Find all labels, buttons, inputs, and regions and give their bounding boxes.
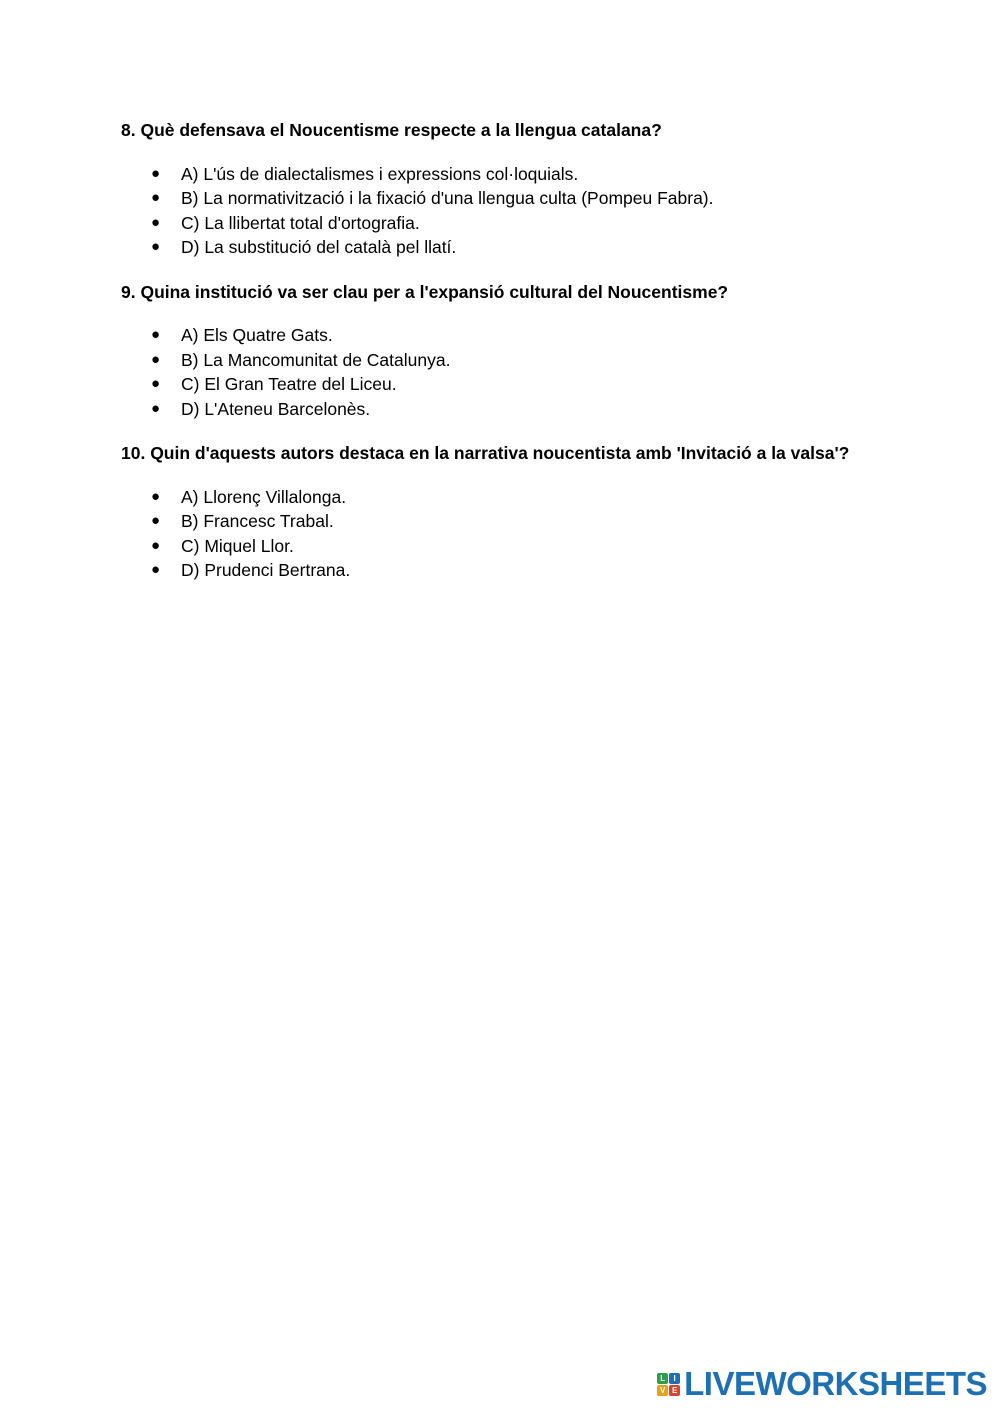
option-item xyxy=(121,534,851,559)
option-item xyxy=(121,348,851,373)
logo-mark-cell: V xyxy=(657,1385,668,1396)
question-9-text: 9. Quina institució va ser clau per a l'expansió cultural del Noucentisme? xyxy=(121,281,729,302)
option-text: D) La substitució del català pel llatí. xyxy=(181,237,457,257)
bullet-icon: ● xyxy=(151,189,161,206)
bullet-icon: ● xyxy=(151,399,161,417)
option-text: A) Els Quatre Gats. xyxy=(181,325,333,345)
question-block xyxy=(121,441,851,583)
question-8-options xyxy=(121,162,851,260)
bullet-icon: ● xyxy=(151,164,161,182)
option-item xyxy=(121,485,851,510)
question-9-options xyxy=(121,323,851,421)
option-text: B) La normativització i la fixació d'una llengua culta (Pompeu Fabra). xyxy=(181,188,714,208)
option-item xyxy=(121,323,851,348)
logo-mark-cell: L xyxy=(657,1373,668,1384)
question-block xyxy=(121,118,851,260)
option-text: D) Prudenci Bertrana. xyxy=(181,560,351,580)
question-10-options xyxy=(121,485,851,583)
worksheet-content xyxy=(121,118,851,603)
option-text: B) La Mancomunitat de Catalunya. xyxy=(181,349,451,370)
bullet-icon: ● xyxy=(151,238,161,255)
question-8-text: 8. Què defensava el Noucentisme respecte a la llengua catalana? xyxy=(121,120,662,140)
bullet-icon: ● xyxy=(151,375,161,392)
bullet-icon: ● xyxy=(151,536,161,554)
bullet-icon: ● xyxy=(151,561,161,578)
option-text: C) La llibertat total d'ortografia. xyxy=(181,212,420,233)
question-block xyxy=(121,280,851,422)
option-text: A) L'ús de dialectalismes i expressions col·loquials. xyxy=(181,163,579,184)
logo-text: LIVEWORKSHEETS xyxy=(684,1365,987,1402)
bullet-icon: ● xyxy=(151,487,161,505)
option-text: C) El Gran Teatre del Liceu. xyxy=(181,374,397,394)
bullet-icon: ● xyxy=(151,326,161,343)
logo-mark-cell: E xyxy=(669,1385,680,1396)
option-item xyxy=(121,558,851,583)
liveworksheets-logo xyxy=(657,1367,987,1401)
option-text: D) L'Ateneu Barcelonès. xyxy=(181,398,371,419)
bullet-icon: ● xyxy=(151,350,161,368)
option-item xyxy=(121,235,851,260)
question-10-text: 10. Quin d'aquests autors destaca en la narrativa noucentista amb 'Invitació a la valsa'? xyxy=(121,443,850,463)
bullet-icon: ● xyxy=(151,213,161,231)
option-item xyxy=(121,162,851,187)
option-text: A) Llorenç Villalonga. xyxy=(181,486,347,507)
option-text: C) Miquel Llor. xyxy=(181,535,294,556)
option-item xyxy=(121,211,851,236)
option-item xyxy=(121,372,851,397)
option-item xyxy=(121,397,851,422)
option-item xyxy=(121,186,851,211)
option-text: B) Francesc Trabal. xyxy=(181,511,334,531)
logo-mark-cell: I xyxy=(669,1373,680,1384)
option-item xyxy=(121,509,851,534)
bullet-icon: ● xyxy=(151,512,161,529)
liveworksheets-logo-icon xyxy=(657,1373,680,1396)
